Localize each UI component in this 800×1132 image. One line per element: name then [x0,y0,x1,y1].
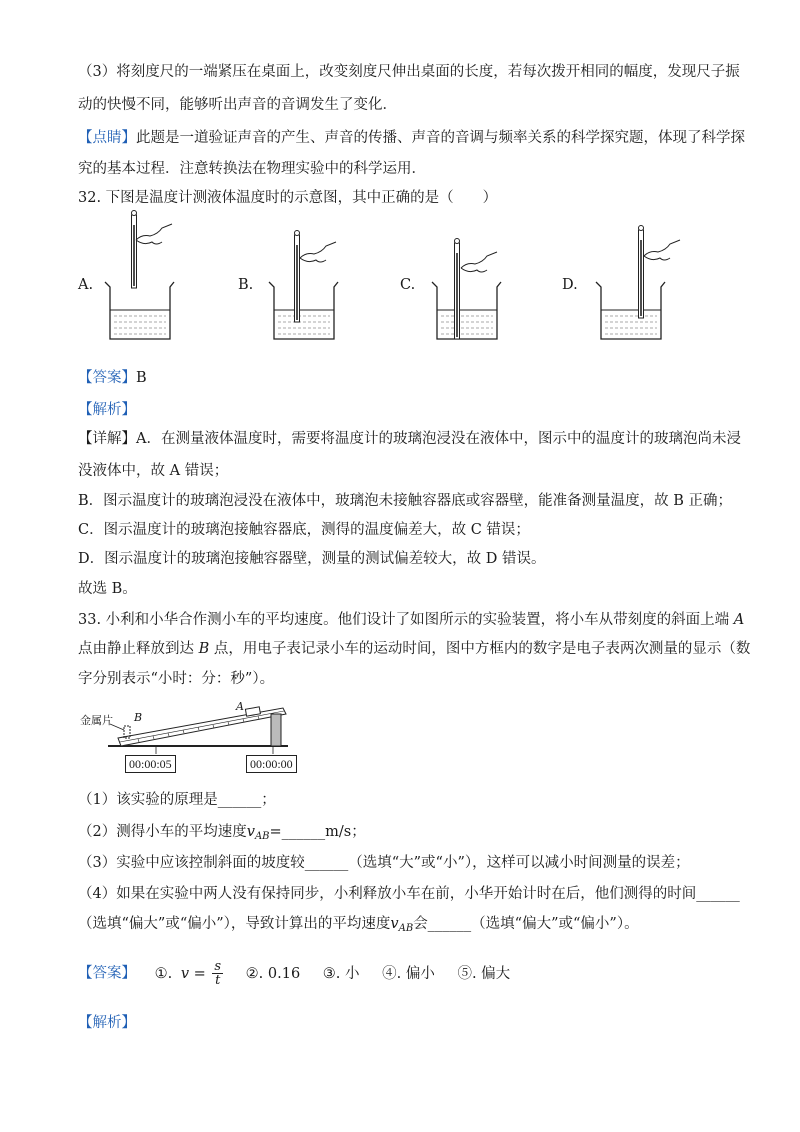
hand-icon [136,224,172,244]
velocity-subscript: AB [398,923,414,934]
answer-5: ⑤. 偏大 [457,965,511,982]
beaker-icon [596,282,665,339]
paragraph-line: （3）将刻度尺的一端紧压在桌面上，改变刻度尺伸出桌面的长度，若每次拨开相同的幅度，发现尺子振 [78,64,740,80]
option-d-label: D. [562,277,578,293]
q33-sub3: （3）实验中应该控制斜面的坡度较______（选填“大”或“小”），这样可以减小时间测量的误差； [78,855,690,871]
q33-sub1: （1）该实验的原理是______； [78,792,276,808]
thermometer-top [295,231,300,236]
q32-stem: 32. 下图是温度计测液体温度时的示意图，其中正确的是（ ） [78,190,498,206]
beaker-icon [105,282,174,339]
fig-label-a: A [236,700,244,713]
hand-icon [461,252,497,272]
beaker-icon [269,282,338,339]
conclusion: 故选 B。 [78,581,137,597]
timer-display-left: 00:00:05 [125,755,176,773]
thermometer-figures [0,0,800,360]
metal-plate-label: 金属片 [80,714,113,727]
q33-sub2-text: =______m/s； [269,824,366,840]
answer-value: B [136,370,147,386]
q33-sub4-text: （选填“偏大”或“偏小”），导致计算出的平均速度 [78,916,391,932]
answer-3: ③. 小 [322,965,360,982]
thermometer-top [639,226,644,231]
detail-line: D．图示温度计的玻璃泡接触容器壁，测量的测试偏差较大，故 D 错误。 [78,551,546,567]
timer-display-right: 00:00:00 [246,755,297,773]
q33-sub4-text: 会______（选填“偏大”或“偏小”）。 [413,916,639,932]
incline-figure [78,700,298,760]
analysis-label: 【解析】 [78,1015,136,1031]
point-b: B [198,641,210,657]
q33-text: 点由静止释放到达 [78,641,194,657]
answer-label: 【答案】 [78,965,136,982]
q33-text: 33. 小利和小华合作测小车的平均速度。他们设计了如图所示的实验装置，将小车从带刻度的斜面上端 [78,612,730,628]
dianjing-label: 【点睛】 [78,130,136,146]
detail-text: A．在测量液体温度时，需要将温度计的玻璃泡浸没在液体中，图示中的温度计的玻璃泡尚未浸 [136,431,741,447]
answer-1-lhs: v = [180,965,206,982]
q33-text: 点，用电子表记录小车的运动时间，图中方框内的数字是电子表两次测量的显示（数 [213,641,751,657]
detail-label: 【详解】 [78,431,136,447]
dianjing-text: 此题是一道验证声音的产生、声音的传播、声音的音调与频率关系的科学探究题，体现了科学探 [136,130,745,146]
analysis-label: 【解析】 [78,402,136,418]
detail-line: C．图示温度计的玻璃泡接触容器底，测得的温度偏差大，故 C 错误； [78,522,530,538]
detail-line: B．图示温度计的玻璃泡浸没在液体中，玻璃泡未接触容器底或容器壁，能准备测量温度，故 B 正确； [78,493,733,509]
point-a: A [733,612,745,628]
answer-1-fraction [212,960,223,987]
paragraph-line: 动的快慢不同，能够听出声音的音调发生了变化． [78,97,397,113]
answer-4: ④. 偏小 [382,965,435,982]
answer-1-prefix: ①. [154,965,173,982]
thermometer-top [455,239,460,244]
detail-line [78,429,741,449]
fraction-numerator: s [214,959,222,974]
q33-line [78,639,750,659]
q33-line: 字分别表示“小时：分：秒”）。 [78,671,275,687]
option-b-label: B. [238,277,254,293]
paragraph-line: 究的基本过程．注意转换法在物理实验中的科学运用． [78,161,426,177]
answer-2: ②. 0.16 [245,965,301,982]
velocity-symbol: v [390,916,399,932]
velocity-subscript: AB [254,831,270,842]
fig-label-b: B [134,711,143,724]
fraction-denominator: t [215,973,221,988]
option-c-label: C. [400,277,416,293]
hand-icon [300,242,336,262]
q33-sub4: （4）如果在实验中两人没有保持同步，小利释放小车在前，小华开始计时在后，他们测得的时间______ [78,886,740,902]
q33-sub2-text: （2）测得小车的平均速度 [78,824,247,840]
velocity-symbol: v [246,824,255,840]
q33-sub2 [78,822,366,847]
detail-line: 没液体中，故 A 错误； [78,463,229,479]
q32-answer [78,368,147,388]
beaker-icon [432,282,501,339]
option-a-label: A. [78,277,94,293]
q33-answer [78,960,510,987]
q33-sub4 [78,914,639,939]
q33-line [78,610,744,630]
thermometer-top [132,211,137,216]
answer-label: 【答案】 [78,370,136,386]
hand-icon [644,240,680,260]
